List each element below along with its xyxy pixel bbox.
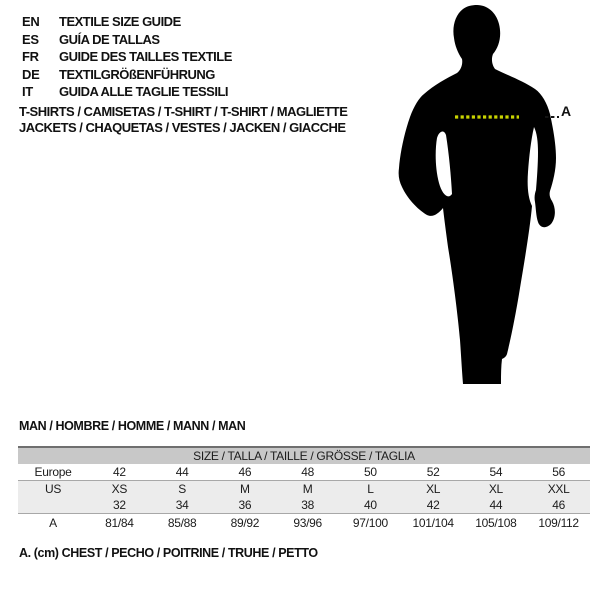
size-cell: 42 [402,497,465,514]
size-cell: 93/96 [276,514,339,532]
size-table-header: SIZE / TALLA / TAILLE / GRÖSSE / TAGLIA [18,447,590,464]
size-cell: 40 [339,497,402,514]
language-code: EN [22,14,40,30]
row-label: A [18,514,88,532]
language-row [22,48,232,66]
size-cell: M [214,481,277,498]
size-cell: XL [465,481,528,498]
size-cell: S [151,481,214,498]
size-cell: XXL [527,481,590,498]
language-code: DE [22,66,40,82]
table-row-us [18,481,590,498]
garment-categories [19,104,347,135]
language-row [22,83,232,101]
size-cell: 42 [88,464,151,481]
size-cell: 52 [402,464,465,481]
language-title: TEXTILE SIZE GUIDE [59,14,181,30]
category-line-jackets: JACKETS / CHAQUETAS / VESTES / JACKEN / GIACCHE [19,119,346,135]
measure-label-a: A [561,103,572,119]
language-title: GUIDA ALLE TAGLIE TESSILI [59,84,229,100]
language-title: GUÍA DE TALLAS [59,31,160,47]
man-silhouette-icon [395,2,560,392]
language-code: ES [22,31,39,47]
size-cell: 38 [276,497,339,514]
language-code: FR [22,49,39,65]
table-row-europe [18,464,590,481]
size-cell: XL [402,481,465,498]
measurement-figure [395,2,580,394]
language-title-list [22,13,232,101]
size-cell: 105/108 [465,514,528,532]
row-label: Europe [18,464,88,481]
size-cell: XS [88,481,151,498]
section-title-man: MAN / HOMBRE / HOMME / MANN / MAN [19,419,246,433]
language-row [22,66,232,84]
row-label: US [18,481,88,498]
table-row-us-numeric [18,497,590,514]
language-title: GUIDE DES TAILLES TEXTILE [59,49,232,65]
size-cell: 56 [527,464,590,481]
size-cell: M [276,481,339,498]
size-cell: 44 [465,497,528,514]
row-label [18,497,88,514]
size-cell: 36 [214,497,277,514]
size-cell: 46 [527,497,590,514]
language-title: TEXTILGRÖßENFÜHRUNG [59,66,215,82]
size-cell: 32 [88,497,151,514]
size-cell: 85/88 [151,514,214,532]
size-table [18,446,590,531]
language-row [22,31,232,49]
size-cell: 50 [339,464,402,481]
size-cell: 97/100 [339,514,402,532]
size-cell: 101/104 [402,514,465,532]
language-code: IT [22,84,33,100]
size-table-header-row [18,447,590,464]
size-cell: 34 [151,497,214,514]
size-cell: 44 [151,464,214,481]
table-row-chest-a [18,514,590,532]
size-cell: 89/92 [214,514,277,532]
size-cell: 46 [214,464,277,481]
size-cell: 81/84 [88,514,151,532]
language-row [22,13,232,31]
size-cell: L [339,481,402,498]
size-cell: 54 [465,464,528,481]
size-cell: 48 [276,464,339,481]
category-line-tshirts: T-SHIRTS / CAMISETAS / T-SHIRT / T-SHIRT / MAGLIETTE [19,104,348,119]
size-cell: 109/112 [527,514,590,532]
measurement-footnote: A. (cm) CHEST / PECHO / POITRINE / TRUHE / PETTO [19,546,318,560]
